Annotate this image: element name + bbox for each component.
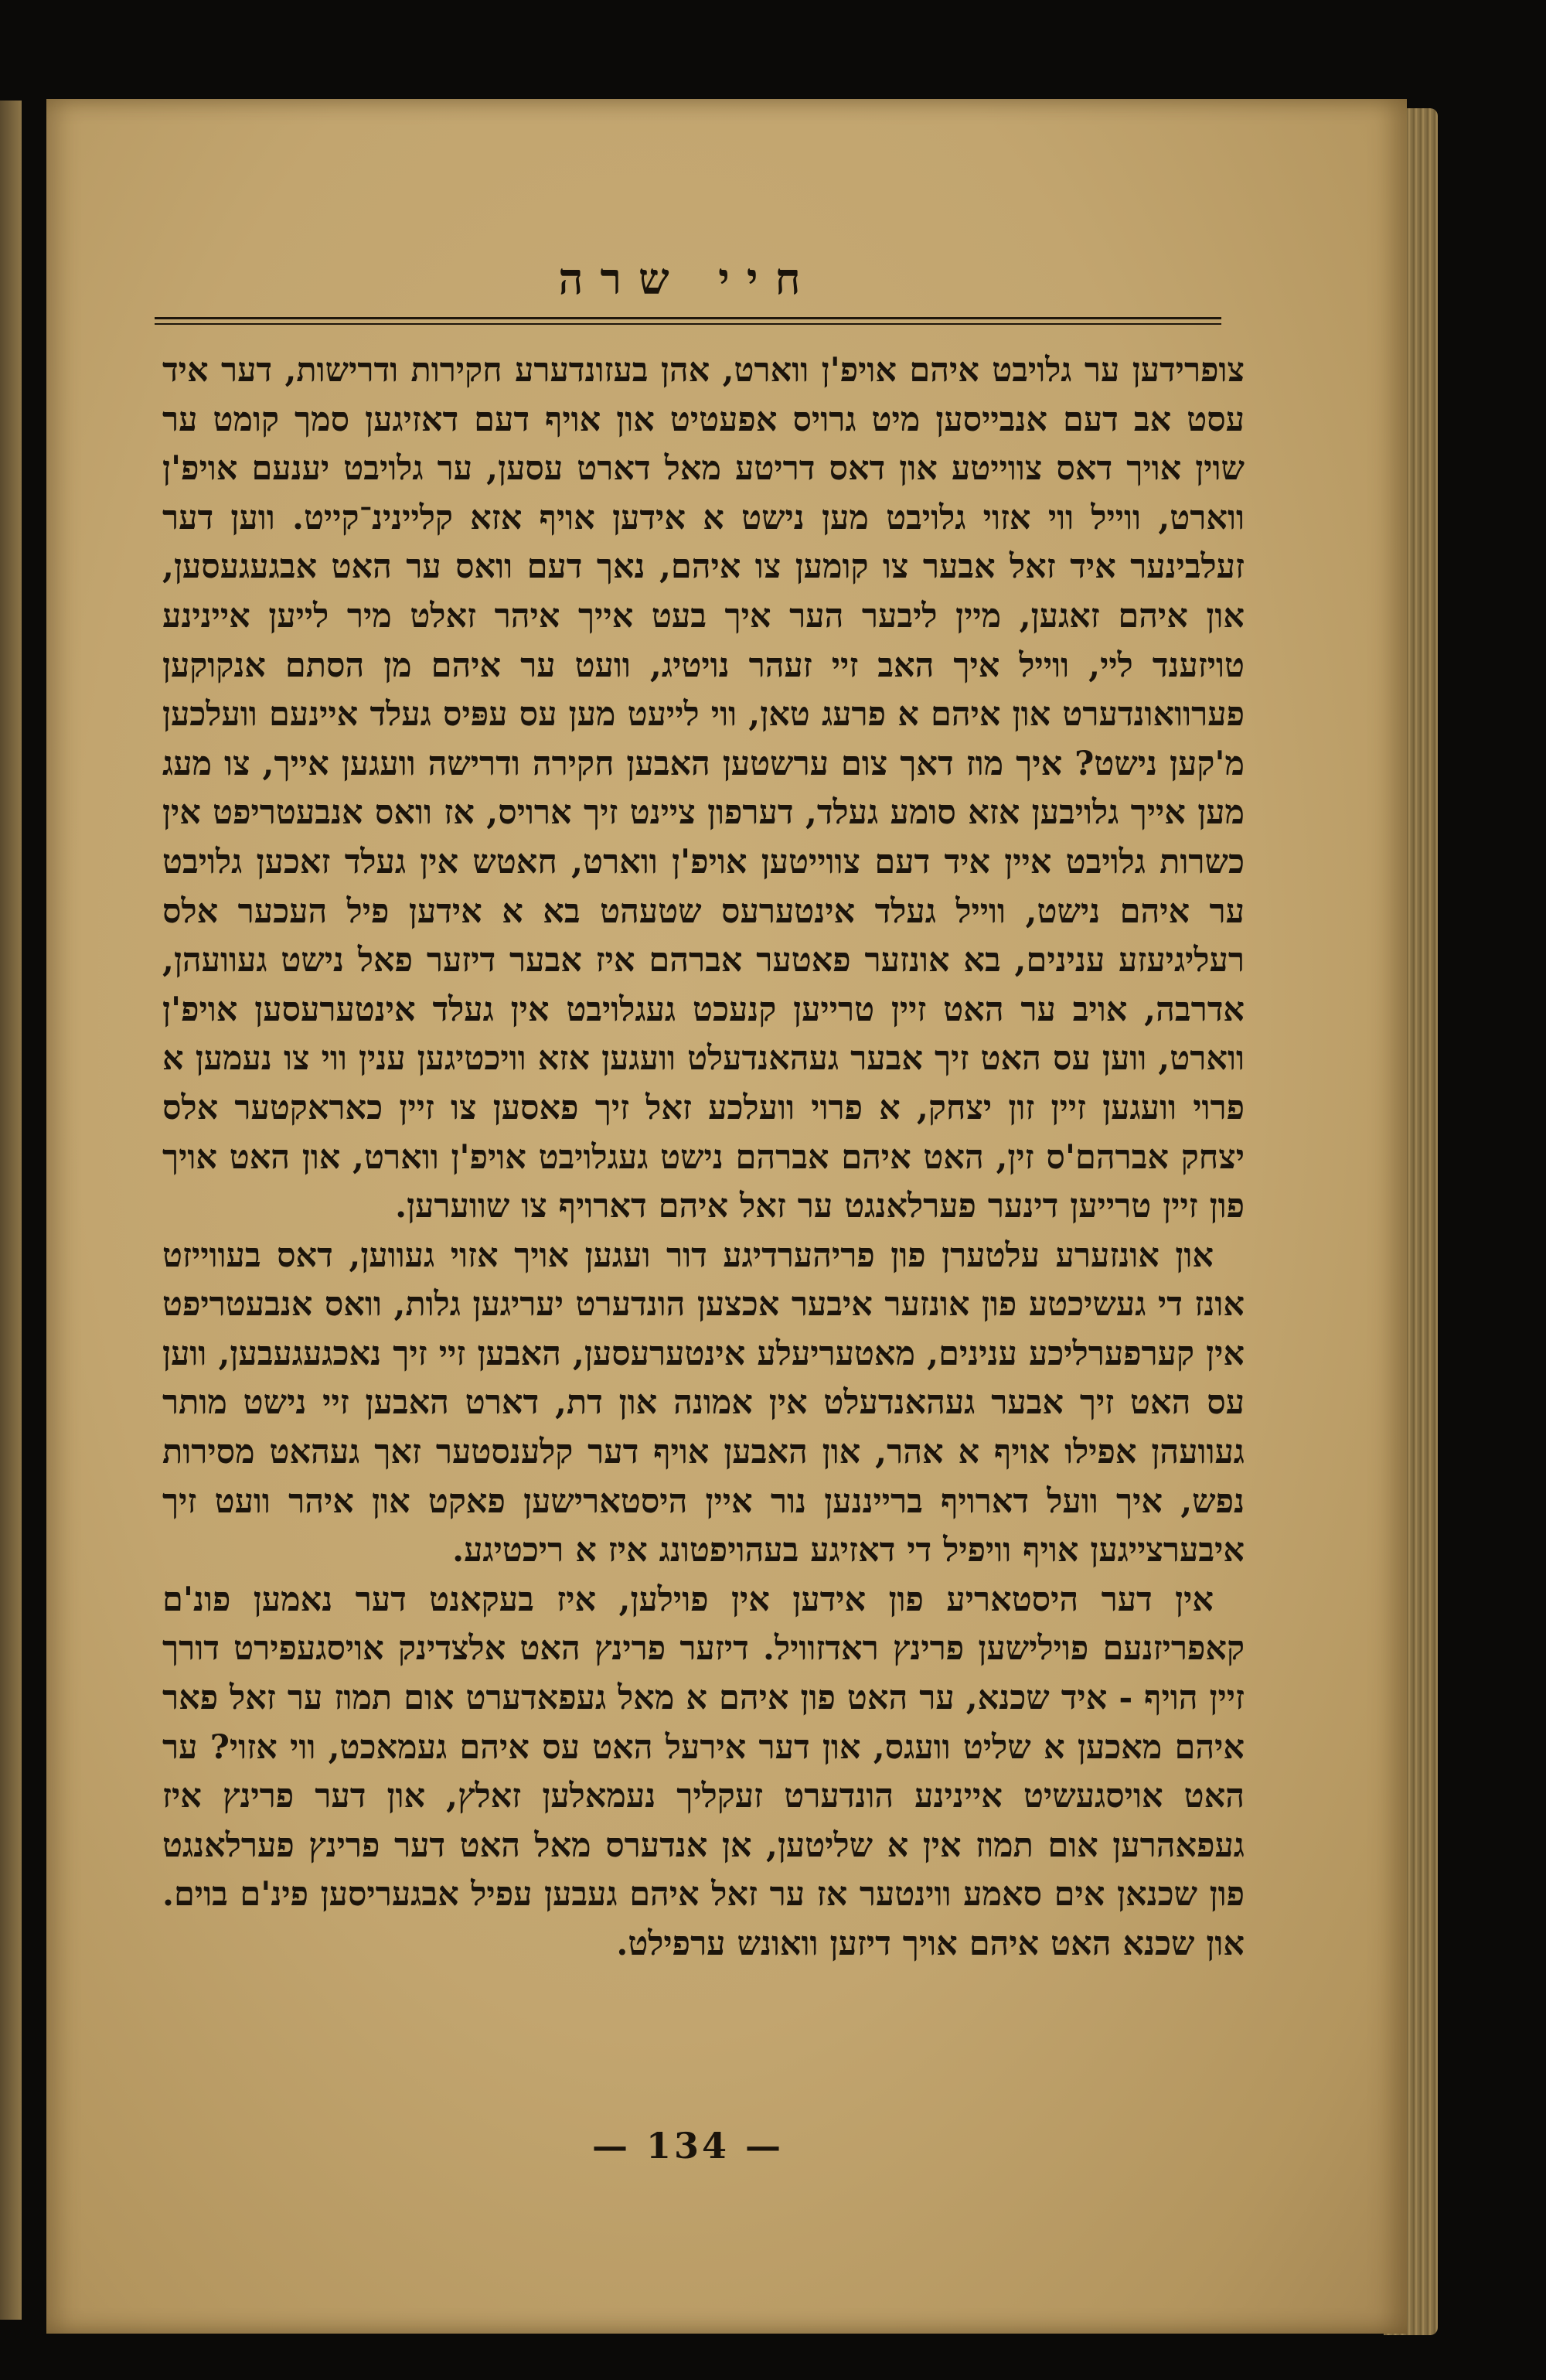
paragraph-3: אין דער היסטאריע פון אידען אין פוילען, איז בעקאנט דער נאמען פונ'ם קאפריזנעם פוילישען פרינץ ראדזוויל. דיזער פרינץ האט אלצדינק אויסגעפירט דורך זיין הויף - איד שכנא, ער האט פון איהם א מאל געפאדערט אום תמוז ער זאל פאר איהם מאכען א שליט וועגס, און דער אירעל האט עס איהם געמאכט, ווי אזוי? ער האט אויסגעשיט איינינע הונדערט זעקליך נעמאלען זאלץ, און דער פרינץ איז געפאהרען אום תמוז אין א שליטען, אן אנדערס מאל האט דער פרינץ פערלאנגט פון שכנאן אים סאמע ווינטער אז ער זאל איהם געבען עפיל אבגעריסען פינ'ם בוים. און שכנא האט איהם אויך דיזען וואונש ערפילט. [162, 1580, 1245, 1963]
body-text [162, 346, 1245, 1969]
paragraph-1: צופרידען ער גלויבט איהם אויפ'ן ווארט, אהן בעזונדערע חקירות ודרישות, דער איד עסט אב דעם אנבייסען מיט גרויס אפעטיט און אויף דעם דאזיגען סמך קומט ער שוין אויך דאס צווייטע און דאס דריטע מאל דארט עסען, ער גלויבט יענעם אויפ'ן ווארט, ווייל ווי אזוי גלויבט מען נישט א אידען אויף אזא קליינינ־קייט. ווען דער זעלבינער איד זאל אבער צו קומען צו איהם, נאך דעם וואס ער האט אבגעגעסען, און איהם זאגען, מיין ליבער הער איך בעט אייך איהר זאלט מיר לייען איינינע טויזענד ליי, ווייל איך האב זיי זעהר נויטיג, וועט ער איהם מן הסתם אנקוקען פערוואונדערט און איהם א פרעג טאן, ווי לייעט מען עס עפּיס געלד איינעם וועלכען מ'קען נישט? איך מוז דאך צום ערשטען האבען חקירה ודרישה וועגען אייך, צו מעג מען אייך גלויבען אזא סומע געלד, דערפון ציינט זיך ארויס, אז וואס אנבעטריפט אין כשרות גלויבט איין איד דעם צווייטען אויפ'ן ווארט, חאטש אין געלד זאכען גלויבט ער איהם נישט, ווייל געלד אינטערעס שטעהט בא א אידען פיל העכער אלס רעליגיעזע ענינים, בא אונזער פאטער אברהם איז אבער דיזער פאל נישט געוועהן, אדרבה, אויב ער האט זיין טרייען קנעכט געגלויבט אין געלד אינטערעסען אויפ'ן ווארט, ווען עס האט זיך אבער געהאנדעלט וועגען אזא וויכטיגען ענין ווי צו נעמען א פרוי וועגען זיין זון יצחק, א פרוי וועלכע זאל זיך פאסען צו זיין כאראקטער אלס יצחק אברהם'ס זין, האט איהם אברהם נישט געגלויבט אויפ'ן ווארט, און האט אויך פון זיין טרייען דינער פערלאנגט ער זאל איהם דארויף צו שווערען. [162, 351, 1245, 1226]
header-rule-bottom [155, 323, 1221, 325]
header-rule-top [155, 317, 1221, 319]
book-page [46, 99, 1407, 2334]
page-number: — 134 — [591, 2125, 785, 2167]
facing-page-edge [0, 101, 22, 2320]
page-header [155, 254, 1221, 323]
paragraph-2: און אונזערע עלטערן פון פריהערדיגע דור ועגען אויך אזוי געווען, דאס בעווייזט אונז די געשיכטע פון אונזער איבער אכצען הונדערט יעריגען גלות, וואס אנבעטריפט אין קערפערליכע ענינים, מאטעריעלע אינטערעסען, האבען זיי זיך נאכגעגעבען, ווען עס האט זיך אבער געהאנדעלט אין אמונה און דת, דארט האבען זיי נישט מותר געוועהן אפילו אויף א אהר, און האבען אויף דער קלענסטער זאך געהאט מסירות נפש, איך וועל דארויף ברייננען נור איין היסטארישען פאקט און איהר וועט זיך איבערצייגען אויף וויפיל די דאזיגע בעהויפטונג איז א ריכטיגע. [162, 1236, 1245, 1570]
running-header: חיי שרה [558, 254, 818, 305]
